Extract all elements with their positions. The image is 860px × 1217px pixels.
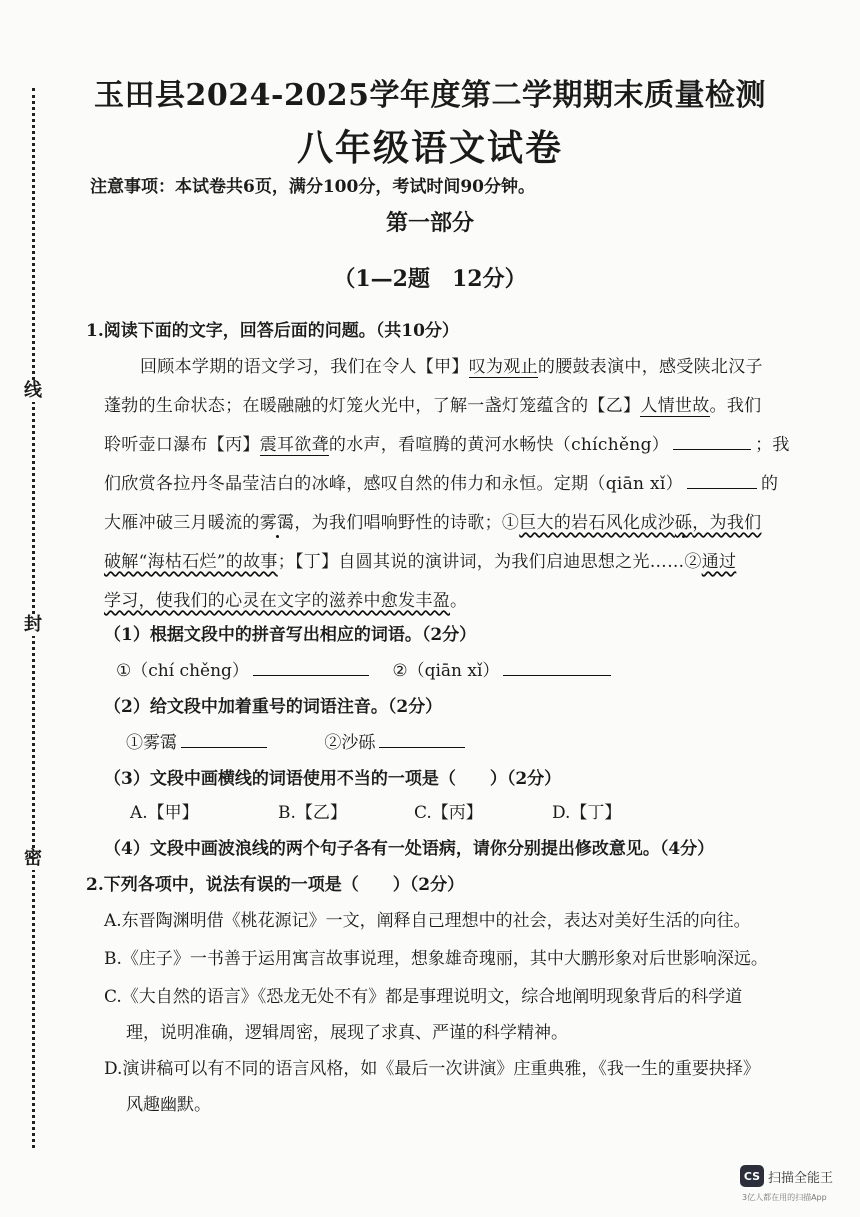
q1-sub1-answers: ①（chí chěng） ②（qiān xǐ） — [116, 656, 615, 681]
q2-option-a[interactable]: A.东晋陶渊明借《桃花源记》一文，阐释自己理想中的社会，表达对美好生活的向往。 — [104, 911, 751, 931]
answer-blank-qianxi[interactable] — [503, 657, 611, 676]
q1-passage-line-6: 破解“海枯石烂”的故事；【丁】自圆其说的演讲词，为我们启迪思想之光……②通过 — [104, 552, 737, 572]
underlined-word-yi: 人情世故 — [640, 396, 710, 416]
dotted-word-wuai: 雾霭 — [259, 513, 295, 533]
q1-sub1: （1）根据文段中的拼音写出相应的词语。（2分） — [104, 625, 477, 645]
blank-qianxi[interactable] — [687, 470, 757, 489]
q1-sub3-option-d[interactable]: D.【丁】 — [552, 803, 622, 823]
answer-blank-chicheng[interactable] — [253, 657, 369, 676]
q1-passage-line-3: 聆听壶口瀑布【丙】震耳欲聋的水声，看喧腾的黄河水畅快（chíchěng） ；我 — [104, 430, 790, 455]
q1-sub2-answers: ①雾霭 ②沙砾 — [126, 728, 469, 753]
q1-passage-line-1: 回顾本学期的语文学习，我们在令人【甲】叹为观止的腰鼓表演中，感受陕北汉子 — [140, 357, 763, 377]
scanner-app-name: 扫描全能王 — [768, 1170, 834, 1186]
q2-option-c-cont: 理，说明准确，逻辑周密，展现了求真、严谨的科学精神。 — [126, 1023, 568, 1043]
q1-sub3-option-b[interactable]: B.【乙】 — [278, 803, 347, 823]
q2-option-d-cont: 风趣幽默。 — [126, 1095, 211, 1115]
q2-option-c[interactable]: C.《大自然的语言》《恐龙无处不有》都是事理说明文，综合地阐明现象背后的科学道 — [104, 987, 743, 1007]
answer-blank-shali[interactable] — [379, 729, 465, 748]
blank-chicheng[interactable] — [673, 431, 751, 450]
binding-label-line: 线 — [24, 380, 42, 401]
q1-passage-line-5: 大雁冲破三月暖流的雾霭，为我们唱响野性的诗歌；①巨大的岩石风化成沙砾，为我们 — [104, 513, 762, 533]
binding-label-secret: 密 — [24, 848, 42, 869]
q1-passage-line-7: 学习，使我们的心灵在文字的滋养中愈发丰盈。 — [104, 591, 468, 611]
part-range: （1—2题 12分） — [333, 266, 527, 292]
part-title: 第一部分 — [385, 210, 474, 236]
dotted-char-li: 砾 — [674, 513, 693, 533]
q1-sub2: （2）给文段中加着重号的词语注音。（2分） — [104, 697, 443, 717]
answer-blank-wuai[interactable] — [181, 729, 267, 748]
q1-sub3: （3）文段中画横线的词语使用不当的一项是（ ）（2分） — [104, 769, 562, 789]
q1-sub4: （4）文段中画波浪线的两个句子各有一处语病，请你分别提出修改意见。（4分） — [104, 839, 715, 859]
underlined-word-bing: 震耳欲聋 — [259, 435, 329, 455]
scanner-watermark — [740, 1165, 833, 1187]
underlined-word-jia: 叹为观止 — [468, 357, 538, 377]
exam-subject-title: 八年级语文试卷 — [296, 127, 563, 169]
q2-option-d[interactable]: D.演讲稿可以有不同的语言风格，如《最后一次讲演》庄重典雅，《我一生的重要抉择》 — [104, 1059, 760, 1079]
exam-title: 玉田县2024-2025学年度第二学期期末质量检测 — [94, 78, 766, 113]
q1-sub3-option-c[interactable]: C.【丙】 — [414, 803, 483, 823]
binding-label-seal: 封 — [24, 614, 42, 635]
scanner-slogan: 3亿人都在用的扫描App — [742, 1193, 827, 1202]
q2-stem: 2.下列各项中，说法有误的一项是（ ）（2分） — [86, 875, 465, 895]
exam-notice: 注意事项：本试卷共6页，满分100分，考试时间90分钟。 — [90, 177, 535, 197]
q1-passage-line-2: 蓬勃的生命状态；在暖融融的灯笼火光中，了解一盏灯笼蕴含的【乙】人情世故。我们 — [104, 396, 762, 416]
camscanner-logo-icon: CS — [740, 1165, 764, 1187]
q1-stem: 1.阅读下面的文字，回答后面的问题。（共10分） — [86, 321, 459, 341]
q1-passage-line-4: 们欣赏各拉丹冬晶莹洁白的冰峰，感叹自然的伟力和永恒。定期（qiān xǐ） 的 — [104, 469, 778, 494]
q2-option-b[interactable]: B.《庄子》一书善于运用寓言故事说理，想象雄奇瑰丽，其中大鹏形象对后世影响深远。 — [104, 949, 768, 969]
q1-sub3-option-a[interactable]: A.【甲】 — [130, 803, 199, 823]
